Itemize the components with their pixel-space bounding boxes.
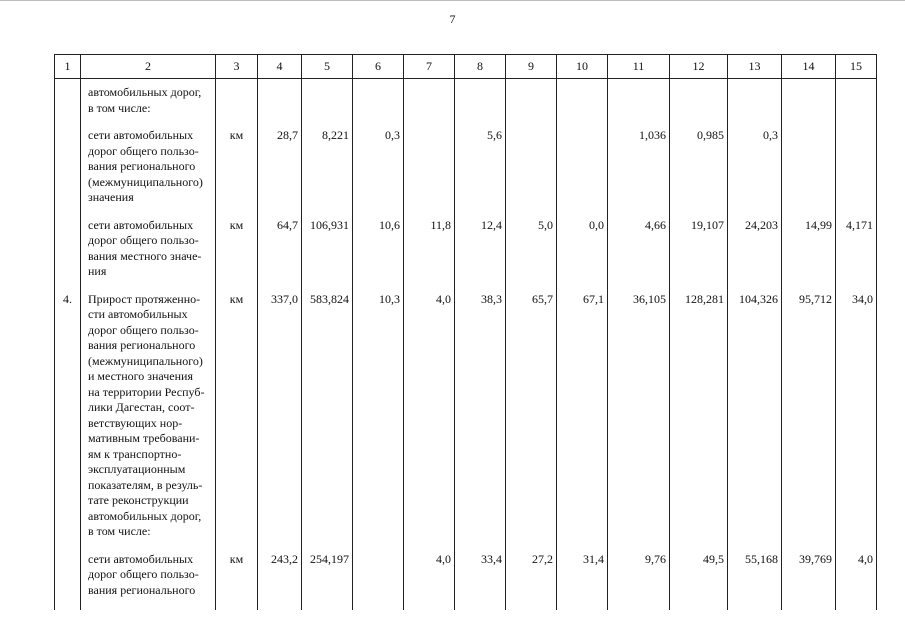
value-cell-col-9 [506,128,557,218]
description-line: вания местного значе- [88,248,202,263]
column-header-12: 12 [670,55,728,79]
column-header-7: 7 [404,55,455,79]
column-header-15: 15 [836,55,877,79]
description-line: сти автомобильных [88,307,188,321]
value-cell-col-10: 31,4 [557,552,608,611]
row-number-cell: 4. [55,292,81,552]
value-cell-col-7 [404,79,455,129]
value-cell-col-13: 24,203 [728,218,782,292]
description-line: показателям, в резуль- [88,477,203,492]
value-cell-col-6: 10,6 [353,218,404,292]
description-line: и местного значения [88,369,193,383]
description-line: дорог общего пользо- [88,143,199,158]
value-cell-col-10: 0,0 [557,218,608,292]
value-cell-col-8: 5,6 [455,128,506,218]
value-cell-col-12: 19,107 [670,218,728,292]
value-cell-col-5: 106,931 [302,218,353,292]
value-cell-col-9: 65,7 [506,292,557,552]
unit-cell: км [216,218,258,292]
row-number-cell [55,128,81,218]
description-line: автомобильных дорог, [88,508,202,523]
description-line: в том числе: [88,100,151,115]
description-line: значения [88,190,134,204]
table-header [55,55,877,79]
column-header-14: 14 [782,55,836,79]
value-cell-col-9 [506,79,557,129]
table-row [55,552,877,611]
value-cell-col-14: 14,99 [782,218,836,292]
value-cell-col-6 [353,79,404,129]
value-cell-col-14 [782,128,836,218]
indicator-description-cell [81,79,216,129]
unit-cell [216,79,258,129]
value-cell-col-12: 49,5 [670,552,728,611]
scan-top-edge [0,0,905,1]
description-line: сети автомобильных [88,128,194,142]
header-row [55,55,877,79]
value-cell-col-7: 11,8 [404,218,455,292]
value-cell-col-10: 67,1 [557,292,608,552]
value-cell-col-7: 4,0 [404,292,455,552]
description-line: вания регионального [88,159,196,173]
description-line: ям к транспортно- [88,446,182,461]
description-line: в том числе: [88,524,151,538]
value-cell-col-12: 128,281 [670,292,728,552]
value-cell-col-13: 104,326 [728,292,782,552]
description-line: эксплуатационным [88,462,186,476]
description-line: тате реконструкции [88,493,189,507]
description-line: сети автомобильных [88,551,194,566]
description-line: дорог общего пользо- [88,233,199,247]
description-line: автомобильных дорог, [88,85,202,99]
value-cell-col-4: 337,0 [258,292,302,552]
unit-cell: км [216,292,258,552]
value-cell-col-11: 36,105 [608,292,670,552]
value-cell-col-14: 95,712 [782,292,836,552]
column-header-9: 9 [506,55,557,79]
indicator-description-cell [81,128,216,218]
table-body [55,79,877,611]
unit-cell: км [216,552,258,611]
unit-cell: км [216,128,258,218]
column-header-6: 6 [353,55,404,79]
row-number-cell [55,552,81,611]
value-cell-col-9: 27,2 [506,552,557,611]
value-cell-col-4: 243,2 [258,552,302,611]
description-line: дорог общего пользо- [88,322,199,337]
column-header-13: 13 [728,55,782,79]
indicator-description-cell [81,218,216,292]
value-cell-col-14: 39,769 [782,552,836,611]
value-cell-col-4: 28,7 [258,128,302,218]
table-row [55,79,877,129]
indicator-description-cell [81,292,216,552]
description-line: мативным требовани- [88,431,200,445]
value-cell-col-6: 10,3 [353,292,404,552]
value-cell-col-13: 55,168 [728,552,782,611]
table-row [55,128,877,218]
table-row [55,218,877,292]
value-cell-col-7: 4,0 [404,552,455,611]
value-cell-col-15: 4,171 [836,218,877,292]
column-header-2: 2 [81,55,216,79]
row-number-cell [55,79,81,129]
value-cell-col-10 [557,79,608,129]
description-line: сети автомобильных [88,217,194,232]
description-line: вания регионального [88,582,196,597]
value-cell-col-6: 0,3 [353,128,404,218]
description-line: на территории Респуб- [88,384,205,399]
description-line: Прирост протяженно- [88,291,201,306]
value-cell-col-15 [836,79,877,129]
row-number-cell [55,218,81,292]
column-header-3: 3 [216,55,258,79]
value-cell-col-11 [608,79,670,129]
value-cell-col-10 [557,128,608,218]
value-cell-col-5: 8,221 [302,128,353,218]
indicators-table [54,54,877,610]
description-line: (межмуниципального) [88,174,203,189]
table-row [55,292,877,552]
value-cell-col-11: 9,76 [608,552,670,611]
value-cell-col-6 [353,552,404,611]
value-cell-col-11: 4,66 [608,218,670,292]
value-cell-col-15: 4,0 [836,552,877,611]
column-header-10: 10 [557,55,608,79]
description-line: дорог общего пользо- [88,567,199,581]
value-cell-col-13: 0,3 [728,128,782,218]
value-cell-col-9: 5,0 [506,218,557,292]
description-line: ния [88,264,107,278]
page-number: 7 [449,12,456,26]
value-cell-col-8: 12,4 [455,218,506,292]
value-cell-col-4: 64,7 [258,218,302,292]
column-header-4: 4 [258,55,302,79]
indicator-description-cell [81,552,216,611]
value-cell-col-12 [670,79,728,129]
column-header-1: 1 [55,55,81,79]
value-cell-col-8: 33,4 [455,552,506,611]
value-cell-col-12: 0,985 [670,128,728,218]
column-header-8: 8 [455,55,506,79]
value-cell-col-11: 1,036 [608,128,670,218]
value-cell-col-8: 38,3 [455,292,506,552]
value-cell-col-5: 583,824 [302,292,353,552]
value-cell-col-15 [836,128,877,218]
column-header-5: 5 [302,55,353,79]
description-line: лики Дагестан, соот- [88,400,195,414]
value-cell-col-7 [404,128,455,218]
description-line: (межмуниципального) [88,353,203,368]
description-line: вания регионального [88,338,196,352]
value-cell-col-4 [258,79,302,129]
value-cell-col-14 [782,79,836,129]
value-cell-col-5 [302,79,353,129]
value-cell-col-5: 254,197 [302,552,353,611]
description-line: ветствующих нор- [88,415,183,430]
value-cell-col-13 [728,79,782,129]
value-cell-col-15: 34,0 [836,292,877,552]
column-header-11: 11 [608,55,670,79]
value-cell-col-8 [455,79,506,129]
